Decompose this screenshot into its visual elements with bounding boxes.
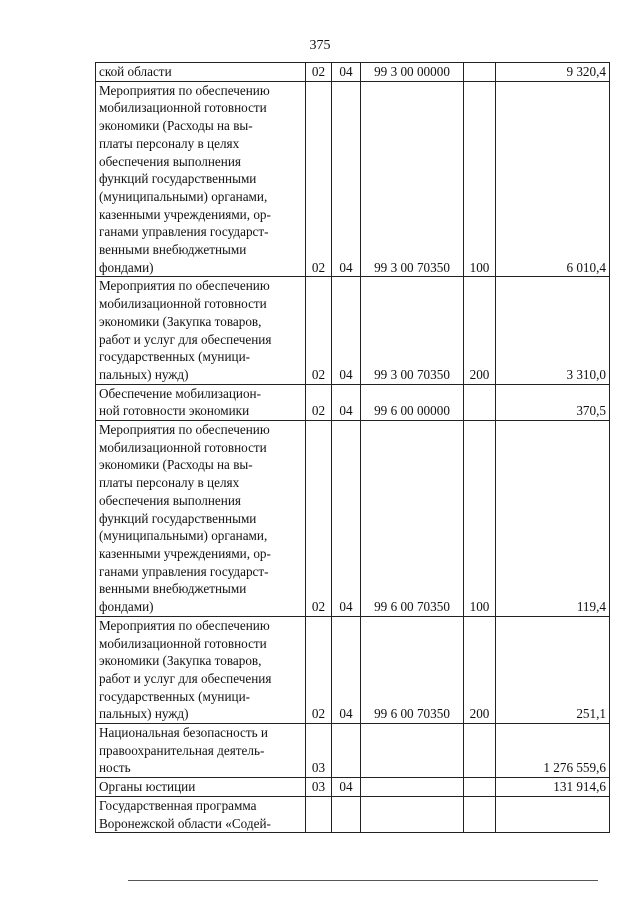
item-name-cell xyxy=(96,81,306,277)
item-name-line: мобилизационной готовности xyxy=(99,439,267,455)
item-name-cell xyxy=(96,724,306,778)
expense-type-cell: 200 xyxy=(464,277,496,384)
item-name-line: Мероприятия по обеспечению xyxy=(99,422,270,438)
item-name-line: фондами) xyxy=(99,259,154,275)
item-name-cell xyxy=(96,421,306,617)
amount-cell: 119,4 xyxy=(496,421,610,617)
section-code-cell: 02 xyxy=(306,81,332,277)
item-name-line: платы персоналу в целях xyxy=(99,475,240,491)
section-code-cell: 02 xyxy=(306,277,332,384)
item-name-cell xyxy=(96,277,306,384)
item-name-line: правоохранительная деятель- xyxy=(99,742,265,758)
table-row xyxy=(96,277,610,384)
expense-type-cell xyxy=(464,384,496,420)
subsection-code-cell: 04 xyxy=(332,616,361,723)
section-code-cell: 02 xyxy=(306,616,332,723)
expense-type-cell xyxy=(464,778,496,797)
page-number: 375 xyxy=(309,38,331,53)
item-name-line: Мероприятия по обеспечению xyxy=(99,617,270,633)
item-name-line: (муниципальными) органами, xyxy=(99,528,268,544)
item-name-line: экономики (Закупка товаров, xyxy=(99,313,262,329)
subsection-code-cell: 04 xyxy=(332,384,361,420)
target-article-cell: 99 3 00 70350 xyxy=(361,81,464,277)
item-name-line: обеспечения выполнения xyxy=(99,153,241,169)
section-code-cell: 02 xyxy=(306,384,332,420)
subsection-code-cell xyxy=(332,724,361,778)
item-name-line: мобилизационной готовности xyxy=(99,296,267,312)
item-name-line: Национальная безопасность и xyxy=(99,725,268,741)
budget-table-body xyxy=(96,63,610,833)
item-name-line: Государственная программа xyxy=(99,797,257,813)
item-name-line: функций государственными xyxy=(99,171,257,187)
item-name-line: фондами) xyxy=(99,599,154,615)
section-code-cell: 03 xyxy=(306,724,332,778)
item-name-cell xyxy=(96,384,306,420)
item-name-line: Обеспечение мобилизацион- xyxy=(99,385,261,401)
target-article-cell: 99 3 00 70350 xyxy=(361,277,464,384)
table-row xyxy=(96,63,610,82)
item-name-line: Мероприятия по обеспечению xyxy=(99,278,270,294)
item-name-line: пальных) нужд) xyxy=(99,706,189,722)
item-name-line: экономики (Закупка товаров, xyxy=(99,653,262,669)
target-article-cell xyxy=(361,778,464,797)
table-row xyxy=(96,616,610,723)
section-code-cell: 03 xyxy=(306,778,332,797)
amount-cell xyxy=(496,796,610,832)
item-name-line: государственных (муници- xyxy=(99,688,251,704)
amount-cell: 9 320,4 xyxy=(496,63,610,82)
subsection-code-cell: 04 xyxy=(332,421,361,617)
item-name-line: мобилизационной готовности xyxy=(99,635,267,651)
target-article-cell: 99 6 00 70350 xyxy=(361,421,464,617)
amount-cell: 1 276 559,6 xyxy=(496,724,610,778)
item-name-line: платы персоналу в целях xyxy=(99,135,240,151)
amount-cell: 251,1 xyxy=(496,616,610,723)
subsection-code-cell: 04 xyxy=(332,81,361,277)
table-row xyxy=(96,81,610,277)
section-code-cell xyxy=(306,796,332,832)
subsection-code-cell: 04 xyxy=(332,63,361,82)
target-article-cell xyxy=(361,796,464,832)
item-name-line: ной готовности экономики xyxy=(99,403,250,419)
table-row xyxy=(96,384,610,420)
item-name-cell xyxy=(96,63,306,82)
expense-type-cell xyxy=(464,63,496,82)
section-code-cell: 02 xyxy=(306,63,332,82)
item-name-line: работ и услуг для обеспечения xyxy=(99,331,272,347)
item-name-line: пальных) нужд) xyxy=(99,366,189,382)
target-article-cell xyxy=(361,724,464,778)
subsection-code-cell xyxy=(332,796,361,832)
expense-type-cell: 100 xyxy=(464,81,496,277)
item-name-line: ность xyxy=(99,760,131,776)
item-name-line: ской области xyxy=(99,64,172,79)
subsection-code-cell: 04 xyxy=(332,277,361,384)
item-name-line: государственных (муници- xyxy=(99,349,251,365)
item-name-line: (муниципальными) органами, xyxy=(99,188,268,204)
target-article-cell: 99 6 00 70350 xyxy=(361,616,464,723)
subsection-code-cell: 04 xyxy=(332,778,361,797)
expense-type-cell: 200 xyxy=(464,616,496,723)
table-row xyxy=(96,778,610,797)
item-name-cell xyxy=(96,796,306,832)
target-article-cell: 99 6 00 00000 xyxy=(361,384,464,420)
item-name-line: ганами управления государст- xyxy=(99,224,269,240)
item-name-line: экономики (Расходы на вы- xyxy=(99,118,253,134)
table-row xyxy=(96,421,610,617)
item-name-line: мобилизационной готовности xyxy=(99,100,267,116)
expense-type-cell xyxy=(464,724,496,778)
expense-type-cell xyxy=(464,796,496,832)
footer-divider xyxy=(128,880,598,881)
amount-cell: 370,5 xyxy=(496,384,610,420)
amount-cell: 131 914,6 xyxy=(496,778,610,797)
item-name-line: обеспечения выполнения xyxy=(99,492,241,508)
item-name-line: казенными учреждениями, ор- xyxy=(99,545,271,561)
item-name-line: работ и услуг для обеспечения xyxy=(99,670,272,686)
item-name-cell xyxy=(96,778,306,797)
item-name-line: Воронежской области «Содей- xyxy=(99,815,271,831)
item-name-line: казенными учреждениями, ор- xyxy=(99,206,271,222)
target-article-cell: 99 3 00 00000 xyxy=(361,63,464,82)
table-row xyxy=(96,796,610,832)
table-row xyxy=(96,724,610,778)
section-code-cell: 02 xyxy=(306,421,332,617)
amount-cell: 3 310,0 xyxy=(496,277,610,384)
item-name-line: функций государственными xyxy=(99,510,257,526)
item-name-line: Мероприятия по обеспечению xyxy=(99,82,270,98)
item-name-line: венными внебюджетными xyxy=(99,242,247,258)
item-name-line: венными внебюджетными xyxy=(99,581,247,597)
amount-cell: 6 010,4 xyxy=(496,81,610,277)
item-name-line: Органы юстиции xyxy=(99,779,196,795)
expense-type-cell: 100 xyxy=(464,421,496,617)
budget-table xyxy=(95,62,610,833)
item-name-line: экономики (Расходы на вы- xyxy=(99,457,253,473)
item-name-cell xyxy=(96,616,306,723)
item-name-line: ганами управления государст- xyxy=(99,563,269,579)
